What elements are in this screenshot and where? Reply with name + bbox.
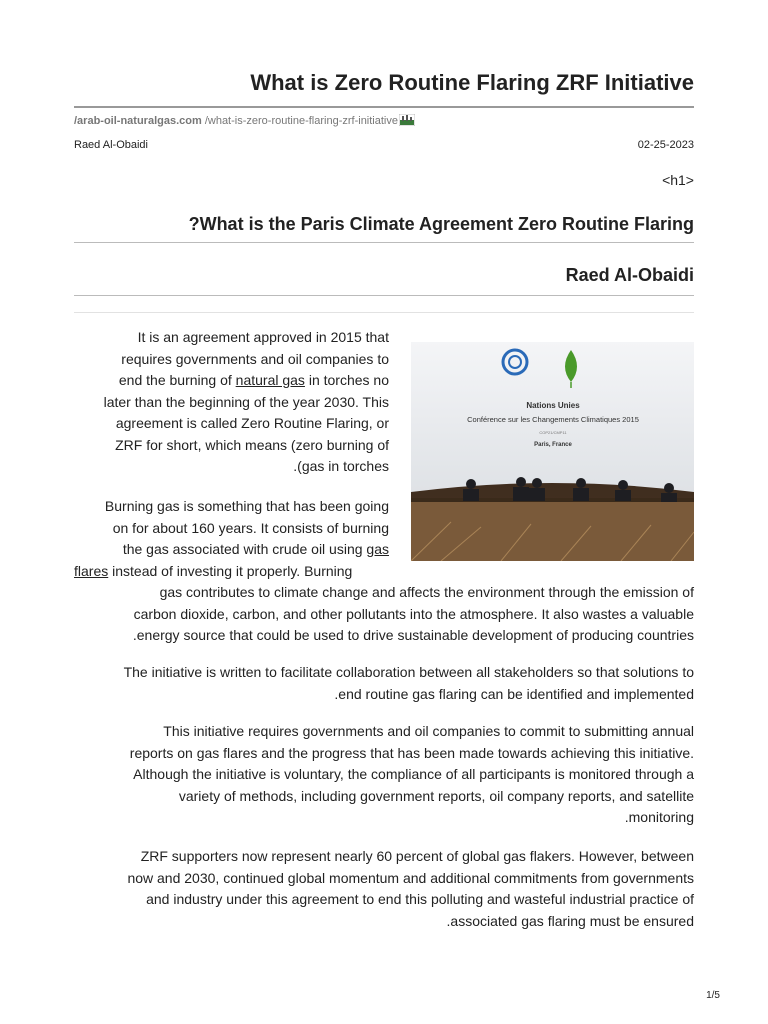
paragraph-line: agreement is called Zero Routine Flaring, or bbox=[115, 415, 389, 431]
paragraph-1 bbox=[74, 327, 389, 478]
paragraph-line: Burning gas is something that has been going bbox=[104, 498, 389, 514]
source-url-path: /what-is-zero-routine-flaring-zrf-initiative bbox=[201, 115, 398, 127]
byline-date: 02-25-2023 bbox=[637, 139, 694, 151]
paragraph-5 bbox=[74, 846, 694, 932]
page-title: What is Zero Routine Flaring ZRF Initiative bbox=[250, 70, 694, 95]
gas-flares-link-part2[interactable]: flares bbox=[74, 562, 109, 579]
paragraph-line: Although the initiative is voluntary, the compliance of all participants is monitored through a bbox=[133, 766, 694, 782]
conference-photo bbox=[411, 342, 694, 561]
site-logo-icon bbox=[399, 114, 415, 126]
paragraph-line: carbon dioxide, carbon, and other pollutants into the atmosphere. It also wastes a valuable bbox=[133, 605, 694, 622]
subtitle-divider bbox=[74, 242, 694, 243]
paragraph-line: .associated gas flaring must be ensured bbox=[446, 912, 694, 929]
text-run: instead of investing it properly. Burning bbox=[108, 562, 353, 579]
paragraph-line: The initiative is written to facilitate collaboration between all stakeholders so that solutions to bbox=[123, 664, 694, 680]
banner-text-1: Nations Unies bbox=[526, 401, 580, 410]
natural-gas-link[interactable]: natural gas bbox=[235, 372, 305, 388]
paragraph-line: .end routine gas flaring can be identified and implemented bbox=[334, 685, 694, 702]
source-url[interactable] bbox=[74, 114, 415, 127]
paragraph-line: requires governments and oil companies to bbox=[121, 350, 389, 367]
paragraph-line: on for about 160 years. It consists of burning bbox=[112, 519, 389, 536]
article-subtitle: ?What is the Paris Climate Agreement Zero Routine Flaring bbox=[188, 214, 694, 234]
paragraph-line: ZRF supporters now represent nearly 60 percent of global gas flakers. However, between bbox=[140, 848, 694, 864]
banner-text-3: COP21/CMP11 bbox=[539, 430, 567, 435]
paragraph-line: It is an agreement approved in 2015 that bbox=[137, 329, 389, 345]
paragraph-line: .energy source that could be used to drive sustainable development of producing countries bbox=[132, 627, 694, 643]
page-number: 1/5 bbox=[706, 990, 720, 1001]
gas-flares-link-part1[interactable]: gas bbox=[366, 541, 389, 557]
byline-author: Raed Al-Obaidi bbox=[74, 139, 148, 151]
paragraph-line bbox=[74, 561, 389, 583]
banner-text-2: Conférence sur les Changements Climatiques 2015 bbox=[467, 415, 639, 424]
text-run: the gas associated with crude oil using bbox=[122, 541, 367, 557]
author-divider bbox=[74, 295, 694, 296]
paragraph-3 bbox=[74, 662, 694, 705]
paragraph-line: This initiative requires governments and oil companies to commit to submitting annual bbox=[163, 723, 694, 739]
paragraph-line: gas contributes to climate change and affects the environment through the emission of bbox=[159, 584, 694, 600]
banner-text-4: Paris, France bbox=[534, 442, 572, 448]
paragraph-line: reports on gas flares and the progress that has been made towards achieving this initiative. bbox=[129, 744, 694, 761]
section-divider bbox=[74, 312, 694, 313]
paragraph-2-wide bbox=[74, 582, 694, 647]
document-page bbox=[74, 0, 694, 1024]
paragraph-line bbox=[74, 370, 389, 392]
h1-tag-text: <h1> bbox=[662, 172, 694, 188]
paragraph-line: ZRF for short, which means (zero burning of bbox=[115, 436, 389, 453]
paragraph-4 bbox=[74, 721, 694, 829]
paragraph-line bbox=[74, 539, 389, 561]
text-run: end the burning of bbox=[118, 372, 236, 388]
paragraph-line: .(gas in torches bbox=[293, 458, 389, 474]
paragraph-line: now and 2030, continued global momentum and additional commitments from governments bbox=[127, 869, 694, 886]
title-divider bbox=[74, 106, 694, 108]
paragraph-2-narrow bbox=[74, 496, 389, 582]
author-heading: Raed Al-Obaidi bbox=[565, 265, 694, 285]
paragraph-line: and industry under this agreement to end this polluting and wasteful industrial practice of bbox=[146, 891, 694, 907]
text-run: in torches no bbox=[304, 372, 389, 388]
paragraph-line: .monitoring bbox=[624, 809, 694, 825]
source-url-domain: /arab-oil-naturalgas.com bbox=[74, 115, 202, 127]
paragraph-line: later than the beginning of the year 2030. This bbox=[103, 393, 389, 410]
paragraph-line: variety of methods, including government reports, oil company reports, and satellite bbox=[178, 787, 694, 804]
